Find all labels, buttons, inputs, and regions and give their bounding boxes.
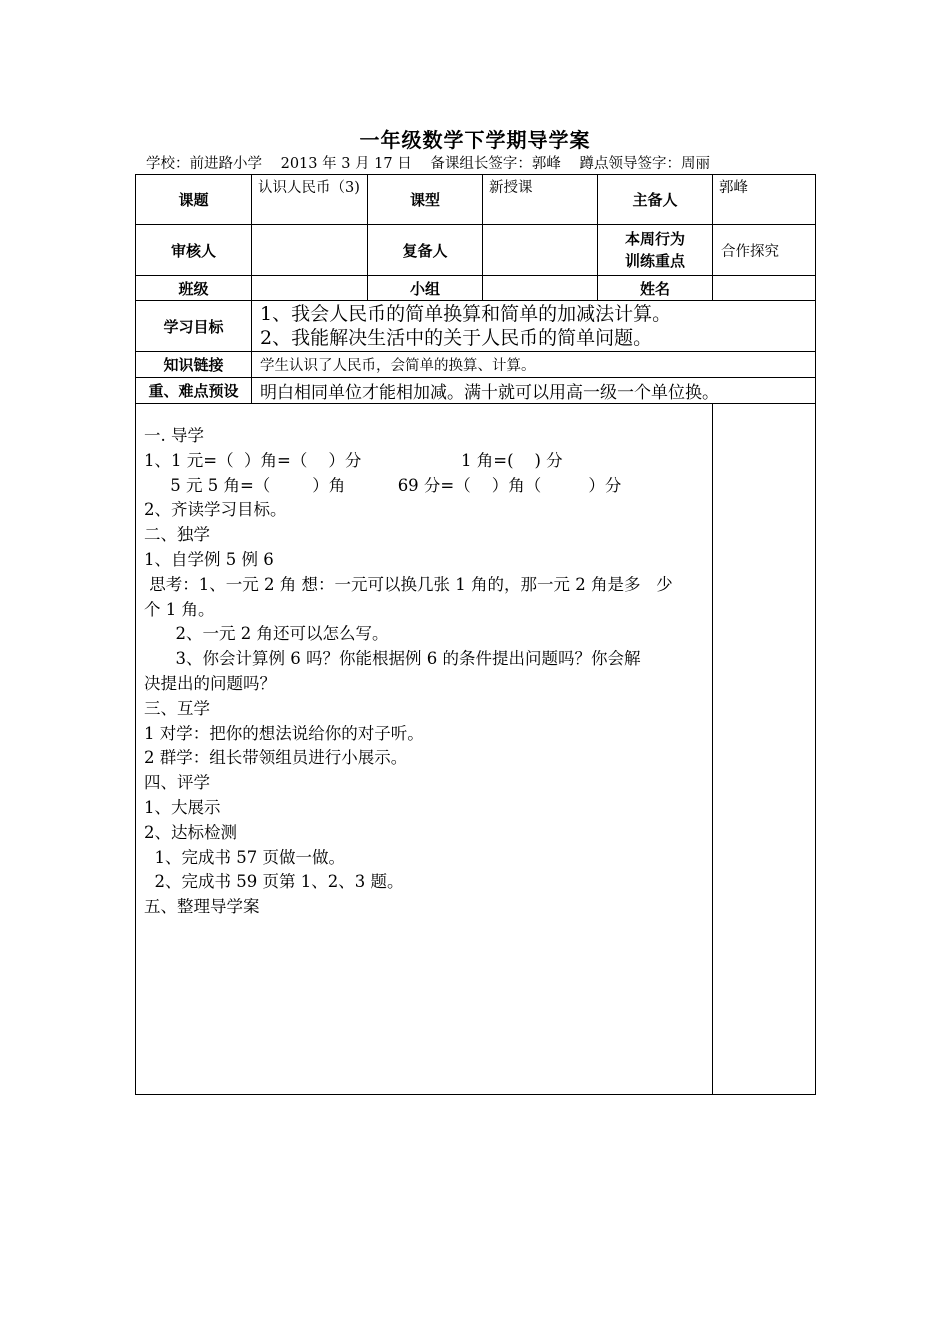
goal-line-1: 1、我会人民币的简单换算和简单的加减法计算。	[260, 303, 672, 325]
content-line: 五、整理导学案	[144, 897, 260, 917]
reviewer-label: 审核人	[136, 225, 252, 276]
page-title: 一年级数学下学期导学案	[359, 128, 591, 152]
content-line: 一. 导学	[144, 426, 204, 445]
content-line: 决提出的问题吗？	[144, 673, 276, 693]
group-value	[483, 276, 598, 301]
goals-value	[252, 301, 816, 352]
class-value	[252, 276, 368, 301]
row-goals	[136, 301, 816, 352]
row-topic	[136, 175, 816, 225]
content-line: 1、完成书 57 页做一做。	[144, 847, 345, 867]
content-line: 5 元 5 角=（ ）角 69 分=（ ）角（ ）分	[144, 475, 622, 495]
content-line: 1 对学：把你的想法说给你的对子听。	[144, 723, 424, 743]
supervisor-signature: 蹲点领导签字：周丽	[579, 156, 710, 172]
focus-value: 合作探究	[713, 225, 816, 276]
focus-label-line-1: 本周行为	[624, 230, 685, 248]
row-knowledge	[136, 352, 816, 378]
header-info	[146, 152, 724, 173]
preparer-label: 主备人	[598, 175, 713, 225]
content-line: 1、1 元=（ ）角=（ ）分 1 角=( ) 分	[144, 450, 563, 470]
goals-label: 学习目标	[136, 301, 252, 352]
row-class	[136, 276, 816, 301]
type-label: 课型	[368, 175, 483, 225]
focus-label-line-2: 训练重点	[624, 252, 685, 270]
side-notes-column	[713, 404, 816, 1095]
name-label: 姓名	[598, 276, 713, 301]
content-line: 2、完成书 59 页第 1、2、3 题。	[144, 872, 404, 892]
content-line: 四、评学	[144, 773, 210, 793]
reviewer-value	[252, 225, 368, 276]
preparer-value: 郭峰	[713, 175, 816, 225]
knowledge-value: 学生认识了人民币，会简单的换算、计算。	[252, 352, 816, 378]
content-line: 思考：1、一元 2 角 想：一元可以换几张 1 角的，那一元 2 角是多 少	[144, 574, 673, 594]
class-label: 班级	[136, 276, 252, 301]
content-line: 2、一元 2 角还可以怎么写。	[144, 624, 389, 644]
goal-line-2: 2、我能解决生活中的关于人民币的简单问题。	[260, 327, 653, 349]
co-preparer-label: 复备人	[368, 225, 483, 276]
lesson-content	[136, 404, 713, 1095]
lesson-table	[135, 174, 816, 1095]
content-line: 2、齐读学习目标。	[144, 500, 287, 520]
row-reviewer	[136, 225, 816, 276]
name-value	[713, 276, 816, 301]
key-points-value: 明白相同单位才能相加减。满十就可以用高一级一个单位换。	[252, 378, 816, 404]
co-preparer-value	[483, 225, 598, 276]
content-line: 个 1 角。	[144, 599, 215, 619]
row-key-points	[136, 378, 816, 404]
content-line: 三、互学	[144, 698, 210, 718]
content-line: 1、大展示	[144, 797, 221, 817]
key-points-label: 重、难点预设	[136, 378, 252, 404]
group-label: 小组	[368, 276, 483, 301]
focus-label	[598, 225, 713, 276]
date: 2013 年 3 月 17 日	[280, 156, 412, 172]
content-line: 2、达标检测	[144, 822, 237, 842]
type-value: 新授课	[483, 175, 598, 225]
topic-label: 课题	[136, 175, 252, 225]
school-name: 学校：前进路小学	[146, 156, 262, 172]
content-line: 2 群学：组长带领组员进行小展示。	[144, 748, 408, 768]
row-content	[136, 404, 816, 1095]
content-line: 1、自学例 5 例 6	[144, 549, 274, 569]
group-leader-signature: 备课组长签字：郭峰	[430, 156, 561, 172]
content-line: 二、独学	[144, 525, 210, 545]
content-line: 3、你会计算例 6 吗？你能根据例 6 的条件提出问题吗？你会解	[144, 649, 641, 669]
knowledge-label: 知识链接	[136, 352, 252, 378]
topic-value: 认识人民币（3)	[252, 175, 368, 225]
